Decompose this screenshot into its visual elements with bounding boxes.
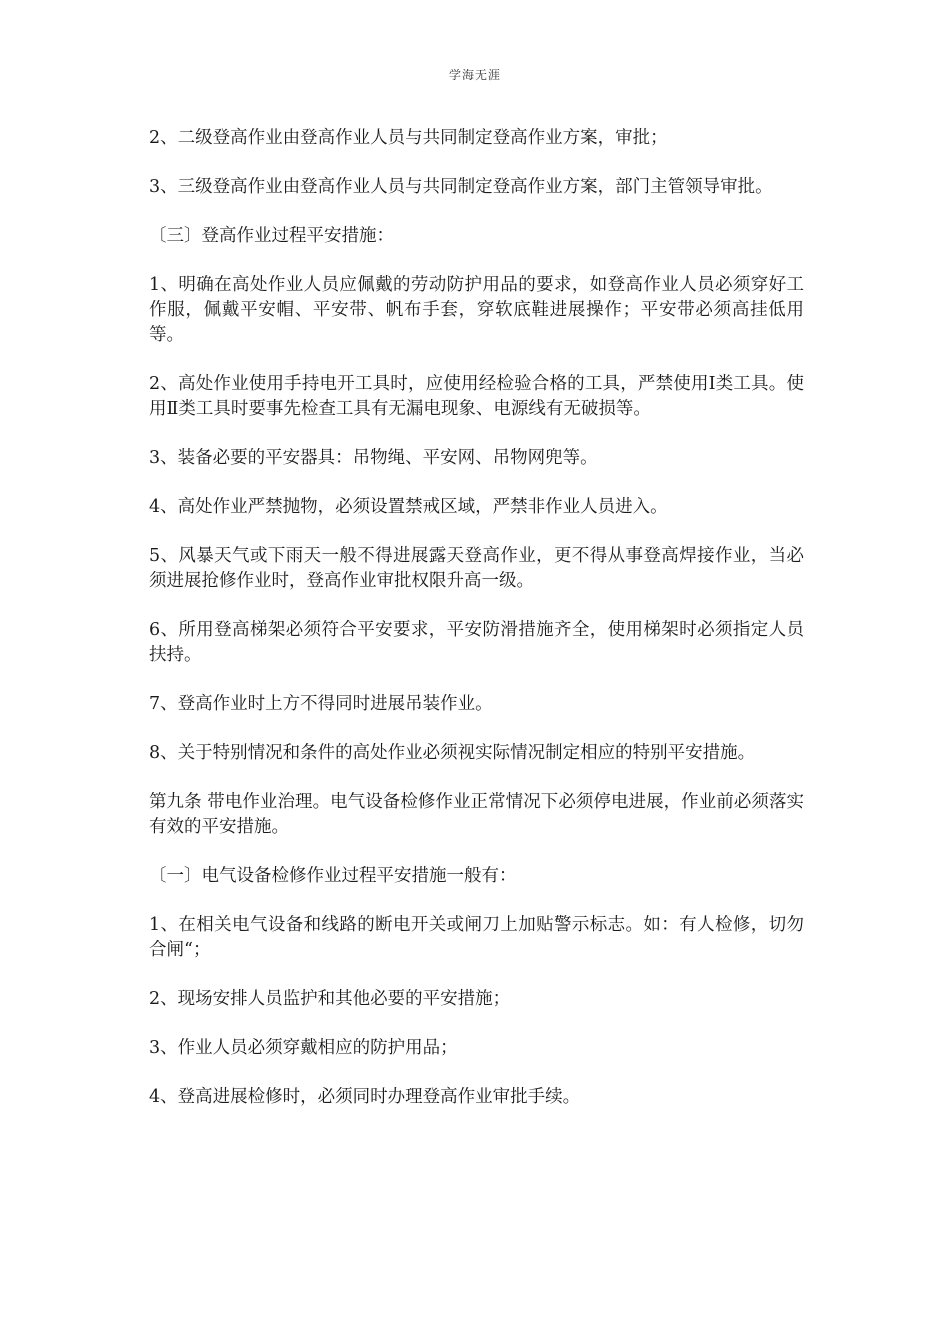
paragraph: 3、三级登高作业由登高作业人员与共同制定登高作业方案，部门主管领导审批。 xyxy=(149,177,773,197)
section-heading: 〔三〕登高作业过程平安措施： xyxy=(149,226,394,246)
section-heading: 〔一〕电气设备检修作业过程平安措施一般有： xyxy=(149,866,517,886)
paragraph: 4、登高进展检修时，必须同时办理登高作业审批手续。 xyxy=(149,1087,581,1107)
paragraph: 5、风暴天气或下雨天一般不得进展露天登高作业，更不得从事登高焊接作业，当必须进展抢修作业时，登高作业审批权限升高一级。 xyxy=(149,546,804,591)
paragraph: 8、关于特别情况和条件的高处作业必须视实际情况制定相应的特别平安措施。 xyxy=(149,743,756,763)
paragraph: 1、明确在高处作业人员应佩戴的劳动防护用品的要求，如登高作业人员必须穿好工作服，佩戴平安帽、平安带、帆布手套，穿软底鞋进展操作；平安带必须高挂低用等。 xyxy=(149,275,804,345)
article-paragraph: 第九条 带电作业治理。电气设备检修作业正常情况下必须停电进展，作业前必须落实有效的平安措施。 xyxy=(149,792,804,837)
paragraph: 6、所用登高梯架必须符合平安要求，平安防滑措施齐全，使用梯架时必须指定人员扶持。 xyxy=(149,620,804,665)
paragraph: 3、作业人员必须穿戴相应的防护用品； xyxy=(149,1038,458,1058)
paragraph: 1、在相关电气设备和线路的断电开关或闸刀上加贴警示标志。如：有人检修，切勿合闸“； xyxy=(149,915,804,960)
paragraph: 2、高处作业使用手持电开工具时，应使用经检验合格的工具，严禁使用Ⅰ类工具。使用Ⅱ类工具时要事先检查工具有无漏电现象、电源线有无破损等。 xyxy=(149,374,804,419)
paragraph: 2、二级登高作业由登高作业人员与共同制定登高作业方案，审批； xyxy=(149,128,668,148)
paragraph: 4、高处作业严禁抛物，必须设置禁戒区域，严禁非作业人员进入。 xyxy=(149,497,668,517)
document-body xyxy=(149,126,804,1134)
paragraph: 3、装备必要的平安器具：吊物绳、平安网、吊物网兜等。 xyxy=(149,448,598,468)
paragraph: 7、登高作业时上方不得同时进展吊装作业。 xyxy=(149,694,493,714)
paragraph: 2、现场安排人员监护和其他必要的平安措施； xyxy=(149,989,511,1009)
page-header: 学海无涯 xyxy=(448,68,501,82)
